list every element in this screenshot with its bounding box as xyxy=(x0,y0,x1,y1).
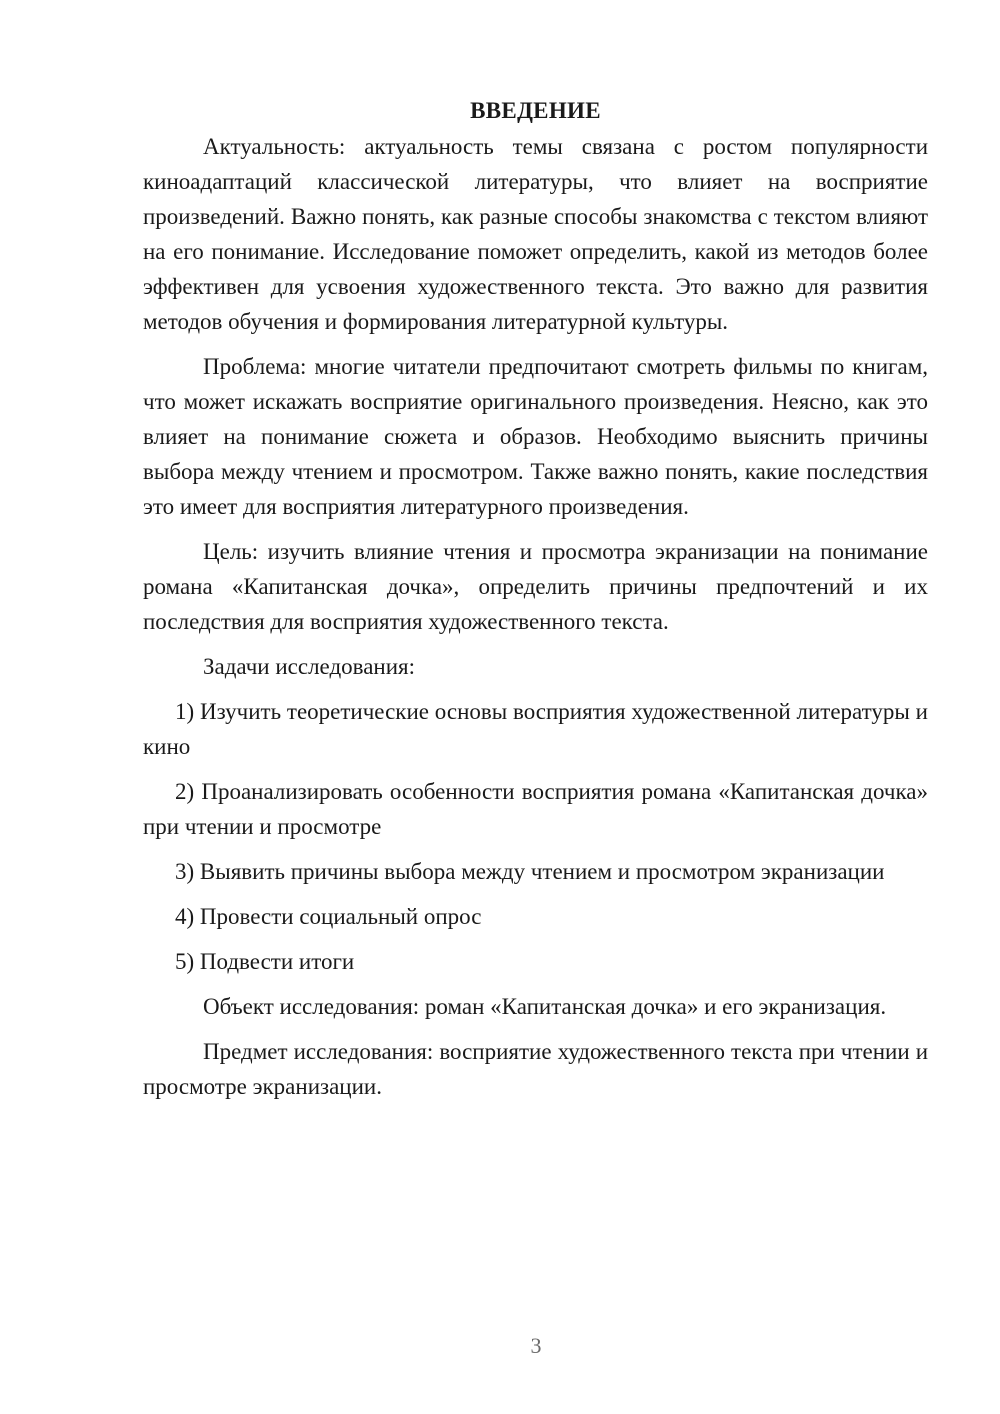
task-item-2: 2) Проанализировать особенности восприятия романа «Капитанская дочка» при чтении и просмотре xyxy=(143,779,928,839)
task-item-3: 3) Выявить причины выбора между чтением и просмотром экранизации xyxy=(175,859,885,884)
page-number: 3 xyxy=(530,1333,542,1358)
object-paragraph: Объект исследования: роман «Капитанская дочка» и его экранизация. xyxy=(203,994,887,1019)
tasks-heading: Задачи исследования: xyxy=(203,654,416,679)
section-title: ВВЕДЕНИЕ xyxy=(470,98,601,123)
document-page xyxy=(143,93,928,1114)
task-item-5: 5) Подвести итоги xyxy=(175,949,355,974)
task-item-1: 1) Изучить теоретические основы восприятия художественной литературы и кино xyxy=(143,699,928,759)
problem-paragraph: Проблема: многие читатели предпочитают смотреть фильмы по книгам, что может искажать восприятие оригинального произведения. Неясно, как это влияет на понимание сюжета и образов. Необходимо выяснить причины выбора между чтением и просмотром. Также важно понять, какие последствия это имеет для восприятия литературного произведения. xyxy=(143,354,928,519)
goal-paragraph: Цель: изучить влияние чтения и просмотра экранизации на понимание романа «Капитанская дочка», определить причины предпочтений и их последствия для восприятия художественного текста. xyxy=(143,539,928,634)
subject-paragraph: Предмет исследования: восприятие художественного текста при чтении и просмотре экранизации. xyxy=(143,1039,928,1099)
relevance-paragraph: Актуальность: актуальность темы связана с ростом популярности киноадаптаций классической литературы, что влияет на восприятие произведений. Важно понять, как разные способы знакомства с текстом влияют на его понимание. Исследование поможет определить, какой из методов более эффективен для усвоения художественного текста. Это важно для развития методов обучения и формирования литературной культуры. xyxy=(143,134,928,334)
task-item-4: 4) Провести социальный опрос xyxy=(175,904,482,929)
